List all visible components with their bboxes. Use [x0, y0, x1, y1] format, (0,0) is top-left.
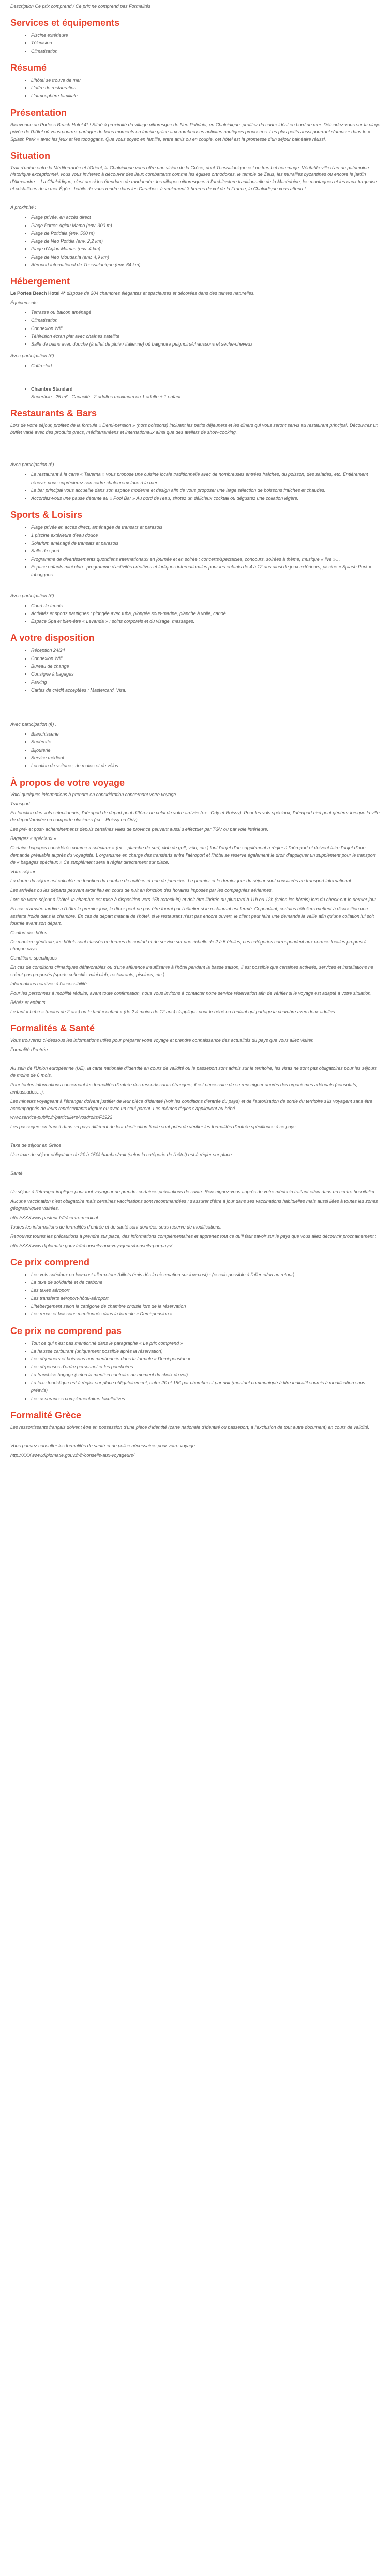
propos-line: Confort des hôtes: [10, 930, 48, 935]
spacer: [10, 1056, 382, 1065]
list-item: • Climatisation: [31, 317, 382, 324]
list-item: • Salle de bains avec douche (à effet de pluie / italienne) où baignoire peignoirs/chaussons et sèche-cheveux: [31, 340, 382, 348]
formalites-line: Les mineurs voyageant à l'étranger doivent justifier de leur pièce d'identité (voir les conditions d'entrée du pays) et de l'autorisation de sortie du territoire s'ils voyagent sans être accompagnés de leurs représentants légaux ou avec un seul parent. Les mêmes règles s'appliquent au bébé.: [10, 1098, 372, 1111]
list-item: • Plage Portes Aglou Mamo (env. 300 m): [31, 222, 382, 230]
spacer: [10, 1161, 382, 1170]
list-item: • Parking: [31, 679, 382, 686]
list-item: • La taxe de solidarité et de carbone: [31, 1279, 382, 1286]
restaurants-title: Restaurants & Bars: [10, 408, 97, 419]
list-item: • Service médical: [31, 754, 382, 762]
list-item: • Programme de divertissements quotidiens internationaux en journée et en soirée : concerts/spectacles, concours, soirées à thème, musique « live »…: [31, 556, 382, 563]
propos-line: En fonction des vols sélectionnés, l'aéroport de départ peut différer de celui de votre arrivée (ex : Orly et Roissy). Pour les vols spéciaux, l'aéroport réel peut générer lorsque la ville de départ/arrivée en comporte plusieurs (ex. : Roissy ou Orly).: [10, 810, 380, 823]
list-item: • Bureau de change: [31, 663, 382, 670]
propos-line: Pour les personnes à mobilité réduite, avant toute confirmation, nous vous invitons à contacter notre service réservation afin de vérifier si le voyage est adapté à votre situation.: [10, 991, 372, 996]
formalites-line: Aucune vaccination n'est obligatoire mais certaines vaccinations sont recommandées : s'assurer d'être à jour dans ses vaccinations habituelles mais aussi liées à toutes les zones géographiques visitées.: [10, 1199, 378, 1211]
list-item: • Plage privée, en accès direct: [31, 214, 382, 221]
situation-text: Trait d'union entre la Méditerranée et l'Orient, la Chalcidique vous offre une vision de la Grèce, dont Thessalonique est un très bel hommage. Véritable ville d'art au patrimoine historique exceptionnel, vous vous inviterez à découvrir des lieux combattants comme les églises orthodoxes, le temple de Zeus, les murailles byzantines ou encore le jardin d'Alexandre… La Chalcidique, c'est aussi les étendues de randonnée, les villages pittoresques à l'architecture traditionnelle de la Macédoine, les montagnes et les eaux turquoise et cristallines de la mer Égée : habile de vous rendre dans les Caraïbes, à seulement 3 heures de vol de la France, la Chalcidique vous attend !: [10, 164, 378, 192]
spacer: [10, 374, 382, 383]
list-item: • Solarium aménagé de transats et parasols: [31, 540, 382, 547]
list-item: • L'hébergement selon la catégorie de chambre choisie lors de la réservation: [31, 1302, 382, 1310]
list-item: • Location de voitures, de motos et de vélos.: [31, 762, 382, 770]
list-item: • Les déjeuners et boissons non mentionnés dans la formule « Demi-pension »: [31, 1355, 382, 1363]
formalites-line: Les passagers en transit dans un pays différent de leur destination finale sont priés de vérifier les formalités d'entrée spécifiques à ce pays.: [10, 1124, 297, 1130]
disposition-list: [10, 647, 382, 694]
presentation-section: [10, 108, 382, 143]
spacer: [10, 1179, 382, 1189]
formalites-title: Formalités & Santé: [10, 1023, 95, 1034]
situation-title: Situation: [10, 150, 50, 161]
equip-list: [10, 309, 382, 348]
propos-line: Les pré- et post- acheminements depuis certaines villes de province peuvent aussi s'effectuer par TGV ou par voie intérieure.: [10, 827, 268, 832]
restaurants-section: [10, 408, 382, 502]
room-desc: Superficie : 25 m² · Capacité : 2 adultes maximum ou 1 adulte + 1 enfant: [31, 394, 181, 400]
sports-supplement-list: [10, 602, 382, 626]
propos-line: Bagages « spéciaux »: [10, 836, 56, 842]
formalites-line: Vous trouverez ci-dessous les informations utiles pour préparer votre voyage et prendre connaissance des actualités du pays que vous allez visiter.: [10, 1037, 314, 1043]
list-item: • Plage privée en accès direct, aménagée de transats et parasols: [31, 523, 382, 531]
list-item: • Court de tennis: [31, 602, 382, 610]
room-list: [10, 385, 382, 401]
formalites-line: Formalité d'entrée: [10, 1046, 48, 1052]
services-section: [10, 18, 382, 55]
prix-comprend-list: [10, 1271, 382, 1319]
restaurants-text: Lors de votre séjour, profitez de la formule « Demi-pension » (hors boissons) incluant les petits déjeuners et les diners qui vous seront servis au restaurant principal. Découvrez un buffet varié avec des produits grecs, méditerranéens et internationaux ainsi que des ateliers de show-cooking.: [10, 423, 379, 436]
spacer: [10, 698, 382, 721]
formalites-section: [10, 1023, 382, 1250]
room-title: Chambre Standard: [31, 386, 73, 392]
formalites-line: Un séjour à l'étranger implique pour tout voyageur de prendre certaines précautions de santé. Renseignez-vous auprès de votre médecin traitant et/ou dans un centre hospitalier.: [10, 1189, 376, 1195]
grece-line: Les ressortissants français doivent être en possession d'une pièce d'identité (carte nationale d'identité ou passeport, à l'exclusion de tout autre document) en cours de validité.: [10, 1424, 370, 1430]
list-item: • Connexion Wifi: [31, 325, 382, 333]
propos-line: Lors de votre séjour à l'hôtel, la chambre est mise à disposition vers 15h (check-in) et doit être libérée au plus tard à 11h ou 12h (selon les hôtels) lors du check-out le dernier jour.: [10, 896, 378, 902]
list-item: • Les transferts aéroport-hôtel-aéroport: [31, 1295, 382, 1302]
list-item: • Bijouterie: [31, 746, 382, 754]
propos-line: En cas d'arrivée tardive à l'hôtel le premier jour, le dîner peut ne pas être fourni par l'hôtelier si le restaurant est fermé. Cependant, certains hôteliers mettent à disposition une assiette froide dans la chambre. En cas de départ matinal de l'hôtel, si le restaurant n'est pas encore ouvert, le client peut faire une demande la veille afin qu'une collation lui soit fournie avant son départ.: [10, 906, 374, 926]
formalites-link[interactable]: http://XXXwww.pasteur.fr/fr/centre-medical: [10, 1215, 98, 1220]
supplement-label: Avec participation (€) :: [10, 722, 57, 727]
propos-line: Certains bagages considérés comme « spéciaux » (ex. : planche de surf, club de golf, vélo, etc.) font l'objet d'un supplément à régler à l'aéroport et doivent faire l'objet d'une demande préalable auprès du voyagiste. L'organisme en charge des transferts entre l'aéroport et l'hôtel se réserve également le droit d'appliquer un supplément pour le transport de « bagages spéciaux » Ce supplément sera à régler directement sur place.: [10, 845, 376, 865]
list-item: • Les repas et boissons mentionnés dans la formule « Demi-pension ».: [31, 1310, 382, 1318]
spacer: [10, 1433, 382, 1443]
supplement-label: Avec participation (€) :: [10, 593, 57, 598]
spacer: [10, 583, 382, 593]
prix-comprend-section: [10, 1257, 382, 1319]
resume-title: Résumé: [10, 62, 47, 73]
propos-line: En cas de conditions climatiques défavorables ou d'une affluence insuffisante à l'hôtel pendant la basse saison, il est possible que certaines activités, services et installations ne soient pas proposés (sports collectifs, mini club, restaurants, piscines, etc.).: [10, 965, 373, 978]
propos-line: La durée du séjour est calculée en fonction du nombre de nuitées et non de journées. Le premier et le dernier jour du séjour sont consacrés au transport international.: [10, 878, 352, 883]
prix-ne-comprend-list: [10, 1340, 382, 1403]
propos-section: [10, 777, 382, 1016]
formalite-grece-section: [10, 1410, 382, 1459]
presentation-text: Bienvenue au Porfess Beach Hotel 4* ! Situé à proximité du village pittoresque de Neo Potidaia, en Chalcidique, profitez du cadre idéal en bord de mer. Détendez-vous sur la plage privée de l'hôtel où vous pourrez partager de bons moments en famille grâce aux nombreuses activités nautiques proposées. Les plus petits aussi pourront s'amuser dans le « Splash Park » avec les jeux et les toboggans. Que vous soyez en famille, entre amis ou en couple, cet hôtel est la promesse d'un séjour balnéaire réussi.: [10, 122, 381, 142]
prix-ne-comprend-section: [10, 1326, 382, 1403]
propos-line: De manière générale, les hôtels sont classés en termes de confort et de service sur une échelle de 2 à 5 étoiles, ces catégories correspondent aux normes locales propres à chaque pays.: [10, 939, 367, 952]
list-item: • Plage de Potidaia (env. 500 m): [31, 230, 382, 237]
hebergement-section: [10, 276, 382, 401]
list-item: • Espace Spa et bien-être « Levanda » : soins corporels et du visage, massages.: [31, 618, 382, 625]
spacer: [10, 439, 382, 461]
list-item: • Blanchisserie: [31, 730, 382, 738]
list-item: • Climatisation: [31, 48, 382, 55]
list-item: • Plage d'Aglou Mamas (env. 4 km): [31, 245, 382, 253]
proximity-list: [10, 214, 382, 269]
list-item: • Coffre-fort: [31, 362, 382, 370]
propos-title: À propos de votre voyage: [10, 777, 125, 788]
list-item: • La taxe touristique est à régler sur place obligatoirement, entre 2€ et 15€ par chambre et par nuit (montant communiqué à titre indicatif soumis à modification sans préavis): [31, 1379, 382, 1395]
list-item: • Salle de sport: [31, 547, 382, 555]
list-item: • Accordez-vous une pause détente au « Pool Bar » Au bord de l'eau, sirotez un délicieux cocktail ou dégustez une collation légère.: [31, 495, 382, 502]
list-item: • Espace enfants mini club : programme d'activités créatives et ludiques internationales pour les enfants de 4 à 12 ans ainsi de jeux extérieurs, piscine « Splash Park » toboggans…: [31, 563, 382, 579]
list-item: • Le bar principal vous accueille dans son espace moderne et design afin de vous proposer une large sélection de boissons fraîches et chaudes.: [31, 487, 382, 495]
resume-list: [10, 77, 382, 100]
propos-line: Les arrivées ou les départs peuvent avoir lieu en cours de nuit en fonction des horaires imposés par les compagnies aériennes.: [10, 887, 273, 893]
propos-line: Voici quelques informations à prendre en considération concernant votre voyage.: [10, 791, 177, 797]
list-item: • Le restaurant à la carte « Taverna » vous propose une cuisine locale traditionnelle avec de nombreuses entrées fraîches, du poisson, des salades, etc. Entièrement rénové, vous apprécierez son cadre chaleureux face à la mer.: [31, 471, 382, 487]
resume-section: [10, 63, 382, 100]
propos-line: Conditions spécifiques: [10, 955, 57, 961]
grece-link[interactable]: http://XXXwww.diplomatie.gouv.fr/fr/conseils-aux-voyageurs/: [10, 1452, 134, 1458]
list-item: • Cartes de crédit acceptées : Mastercard, Visa.: [31, 686, 382, 694]
list-item: • Les vols spéciaux ou low-cost aller-retour (billets émis dès la réservation sur low-cost) - (escale possible à l'aller et/ou au retour): [31, 1271, 382, 1279]
list-item: • Connexion Wifi: [31, 655, 382, 663]
list-item: • Piscine extérieure: [31, 32, 382, 39]
formalites-link[interactable]: http://XXXwww.diplomatie.gouv.fr/fr/conseils-aux-voyageurs/conseils-par-pays/: [10, 1242, 172, 1248]
formalite-grece-title: Formalité Grèce: [10, 1410, 82, 1420]
list-item: • Aéroport international de Thessalonique (env. 64 km): [31, 261, 382, 269]
list-item: • Terrasse ou balcon aménagé: [31, 309, 382, 317]
propos-line: Transport: [10, 801, 30, 806]
list-item: • 1 piscine extérieure d'eau douce: [31, 532, 382, 540]
list-item: • Activités et sports nautiques : plongée avec tuba, plongée sous-marine, planche à voile, canoë…: [31, 610, 382, 618]
formalites-line: Taxe de séjour en Grèce: [10, 1143, 62, 1148]
list-item: • Plage de Neo Potidia (env. 2,2 km): [31, 237, 382, 245]
grece-line: Vous pouvez consulter les formalités de santé et de police nécessaires pour votre voyage :: [10, 1443, 198, 1448]
disposition-section: [10, 633, 382, 770]
list-item: • Consigne à bagages: [31, 670, 382, 678]
disposition-title: A votre disposition: [10, 633, 95, 643]
hebergement-text: [10, 290, 382, 297]
list-item: • Télévision: [31, 39, 382, 47]
intro-line: Description Ce prix comprend / Ce prix ne comprend pas Formalités: [10, 4, 151, 9]
formalites-line: Une taxe de séjour obligatoire de 2€ à 15€/chambre/nuit (selon la catégorie de l'hôtel) est à régler sur place.: [10, 1152, 233, 1158]
hebergement-title: Hébergement: [10, 276, 70, 287]
formalites-link[interactable]: www.service-public.fr/particuliers/vosdroits/F1922: [10, 1115, 113, 1120]
list-item: • L'atmosphère familiale: [31, 92, 382, 100]
list-item: • Les taxes aéroport: [31, 1286, 382, 1294]
hotel-name: Le Portes Beach Hotel 4*: [10, 291, 66, 296]
formalites-line: Santé: [10, 1171, 23, 1176]
list-item: • La hausse carburant (uniquement possible après la réservation): [31, 1347, 382, 1355]
spacer: [10, 195, 382, 204]
list-item: • Réception 24/24: [31, 647, 382, 654]
prix-ne-comprend-title: Ce prix ne comprend pas: [10, 1325, 122, 1336]
formalites-line: Au sein de l'Union européenne (UE), la carte nationale d'identité en cours de validité ou le passeport sont admis sur le territoire, les visas ne sont pas obligatoires pour les séjours de moins de 6 mois.: [10, 1065, 377, 1078]
services-title: Services et équipements: [10, 17, 120, 28]
services-list: [10, 32, 382, 55]
sports-list: [10, 523, 382, 579]
list-item: • Télévision écran plat avec chaînes satellite: [31, 333, 382, 340]
supplement-label: Avec participation (€) :: [10, 353, 57, 358]
list-item: • Tout ce qui n'est pas mentionné dans le paragraphe « Le prix comprend »: [31, 1340, 382, 1347]
supplement-list: [10, 362, 382, 370]
hebergement-desc: dispose de 204 chambres élégantes et spacieuses et décorées dans des teintes naturelles.: [65, 291, 255, 296]
list-item: • L'hôtel se trouve de mer: [31, 77, 382, 84]
spacer: [10, 1133, 382, 1142]
proximity-label: À proximité :: [10, 205, 37, 211]
room-item: [31, 385, 382, 401]
equip-label: Équipements :: [10, 300, 40, 306]
restaurants-list: [10, 471, 382, 502]
propos-line: Bébés et enfants: [10, 1000, 46, 1006]
supplement-label: Avec participation (€) :: [10, 462, 57, 468]
propos-line: Informations relatives à l'accessibilité: [10, 981, 87, 987]
formalites-line: Pour toutes informations concernant les formalités d'entrée des ressortissants étrangers, il est nécessaire de se renseigner auprès des organismes adéquats (consulats, ambassades…).: [10, 1082, 358, 1095]
sports-section: [10, 510, 382, 625]
list-item: • Les assurances complémentaires facultatives.: [31, 1395, 382, 1403]
list-item: • Les dépenses d'ordre personnel et les pourboires: [31, 1363, 382, 1371]
list-item: • La franchise bagage (selon la mention contraire au moment du choix du vol): [31, 1371, 382, 1379]
situation-section: [10, 151, 382, 269]
disposition-supplement-list: [10, 730, 382, 770]
presentation-title: Présentation: [10, 107, 67, 118]
formalites-line: Retrouvez toutes les précautions à prendre sur place, des informations complémentaires et apprenez tout ce qu'il faut savoir sur le pays que vous allez découvrir prochainement :: [10, 1233, 376, 1239]
sports-title: Sports & Loisirs: [10, 510, 83, 520]
list-item: • L'offre de restauration: [31, 84, 382, 92]
list-item: • Plage de Neo Moudania (env. 4,9 km): [31, 253, 382, 261]
propos-line: Votre séjour: [10, 869, 36, 875]
propos-line: Le tarif « bébé » (moins de 2 ans) ou le tarif « enfant » (de 2 à moins de 12 ans) s'applique pour le bébé ou l'enfant qui partage la chambre avec deux adultes.: [10, 1009, 336, 1015]
prix-comprend-title: Ce prix comprend: [10, 1256, 90, 1267]
formalites-line: Toutes les informations de formalités d'entrée et de santé sont données sous réserve de modifications.: [10, 1224, 222, 1230]
list-item: • Supérette: [31, 738, 382, 746]
